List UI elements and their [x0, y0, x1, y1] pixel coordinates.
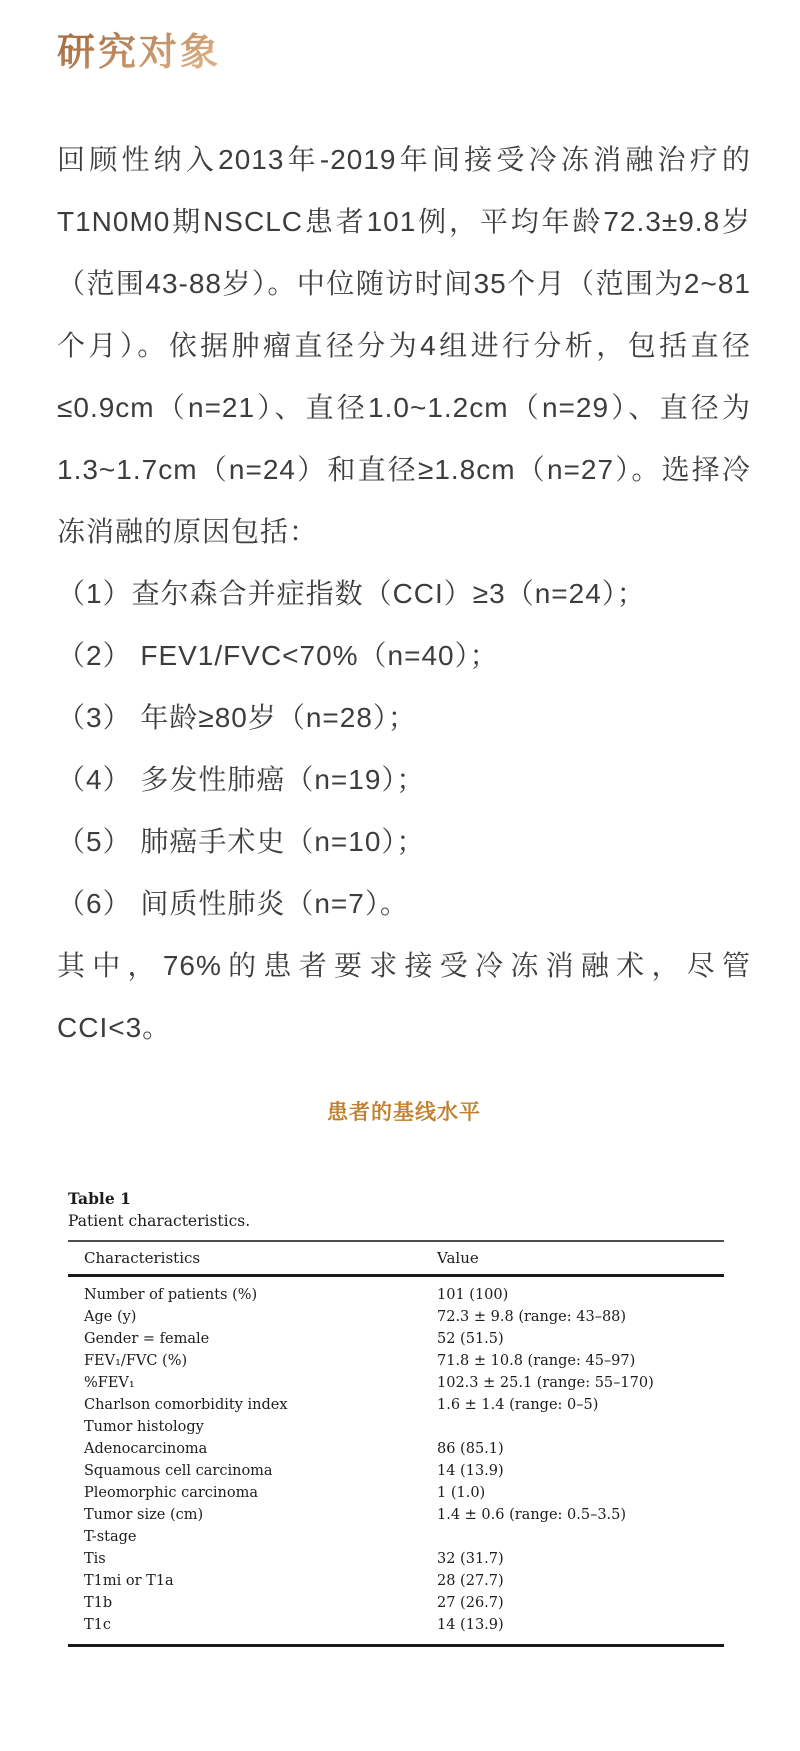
row-value: 1.4 ± 0.6 (range: 0.5–3.5) — [437, 1507, 627, 1523]
row-value: 32 (31.7) — [437, 1551, 504, 1567]
table-row — [84, 1592, 724, 1614]
row-value: 52 (51.5) — [437, 1331, 504, 1347]
row-label: Adenocarcinoma — [84, 1441, 208, 1457]
row-value: 1 (1.0) — [437, 1485, 486, 1501]
row-label: Gender = female — [84, 1331, 210, 1347]
row-value: 14 (13.9) — [437, 1617, 504, 1633]
characteristics-table — [68, 1187, 724, 1647]
closing-paragraph: 其中，76%的患者要求接受冷冻消融术，尽管CCI<3。 — [57, 950, 751, 1043]
page-title: 研究对象 — [57, 29, 222, 74]
row-value: 101 (100) — [437, 1287, 509, 1303]
row-label: Tumor size (cm) — [84, 1507, 204, 1523]
table-row — [84, 1350, 724, 1372]
table-row — [84, 1482, 724, 1504]
table-row — [84, 1570, 724, 1592]
table-row — [84, 1526, 724, 1548]
reason-item: （1）查尔森合并症指数（CCI）≥3（n=24）； — [57, 578, 646, 609]
row-value: 86 (85.1) — [437, 1441, 504, 1457]
section-heading: 患者的基线水平 — [327, 1101, 481, 1124]
row-label: Charlson comorbidity index — [84, 1397, 288, 1413]
table-row — [84, 1548, 724, 1570]
table-row — [84, 1394, 724, 1416]
reason-item: （5） 肺癌手术史（n=10）； — [57, 826, 426, 857]
row-value: 28 (27.7) — [437, 1573, 504, 1589]
row-label: T1b — [84, 1595, 113, 1611]
reason-item: （6） 间质性肺炎（n=7）。 — [57, 888, 409, 919]
table-row — [84, 1504, 724, 1526]
row-value — [437, 1416, 724, 1438]
table-row — [84, 1306, 724, 1328]
table-body — [68, 1277, 724, 1644]
row-value: 71.8 ± 10.8 (range: 45–97) — [437, 1353, 636, 1369]
table-row — [84, 1614, 724, 1636]
row-value: 72.3 ± 9.8 (range: 43–88) — [437, 1309, 627, 1325]
row-label: Tis — [84, 1551, 106, 1567]
row-label: Squamous cell carcinoma — [84, 1463, 273, 1479]
row-value: 102.3 ± 25.1 (range: 55–170) — [437, 1375, 654, 1391]
row-label: %FEV₁ — [84, 1375, 135, 1391]
table-caption-subtitle: Patient characteristics. — [68, 1212, 251, 1230]
table-row — [84, 1438, 724, 1460]
table-row — [84, 1372, 724, 1394]
row-value — [437, 1526, 724, 1548]
row-label: Pleomorphic carcinoma — [84, 1485, 259, 1501]
row-label: T1mi or T1a — [84, 1573, 174, 1589]
col-header-value: Value — [437, 1249, 479, 1267]
reason-item: （2） FEV1/FVC<70%（n=40）； — [57, 640, 499, 671]
reason-list — [57, 563, 751, 935]
row-value: 1.6 ± 1.4 (range: 0–5) — [437, 1397, 599, 1413]
table-caption-title: Table 1 — [68, 1189, 131, 1208]
table-row — [84, 1328, 724, 1350]
row-label: FEV₁/FVC (%) — [84, 1353, 188, 1369]
row-label: Number of patients (%) — [84, 1287, 258, 1303]
row-value: 27 (26.7) — [437, 1595, 504, 1611]
intro-paragraph: 回顾性纳入2013年-2019年间接受冷冻消融治疗的T1N0M0期NSCLC患者101例，平均年龄72.3±9.8岁（范围43-88岁）。中位随访时间35个月（范围为2~81个月）。依据肿瘤直径分为4组进行分析，包括直径≤0.9cm（n=21）、直径1.0~1.2cm（n=29）、直径为1.3~1.7cm（n=24）和直径≥1.8cm（n=27）。选择冷冻消融的原因包括： — [57, 144, 751, 547]
row-value: 14 (13.9) — [437, 1463, 504, 1479]
reason-item: （4） 多发性肺癌（n=19）； — [57, 764, 426, 795]
col-header-characteristics: Characteristics — [84, 1249, 201, 1267]
table-row — [84, 1460, 724, 1482]
row-label: Age (y) — [84, 1309, 137, 1325]
row-label: T-stage — [84, 1529, 137, 1545]
row-label: T1c — [84, 1617, 112, 1633]
table-row — [84, 1416, 724, 1438]
table-header-row — [68, 1242, 724, 1274]
row-label: Tumor histology — [84, 1419, 204, 1435]
table-row — [84, 1284, 724, 1306]
reason-item: （3） 年龄≥80岁（n=28）； — [57, 702, 417, 733]
table-rule-bottom — [68, 1644, 724, 1647]
